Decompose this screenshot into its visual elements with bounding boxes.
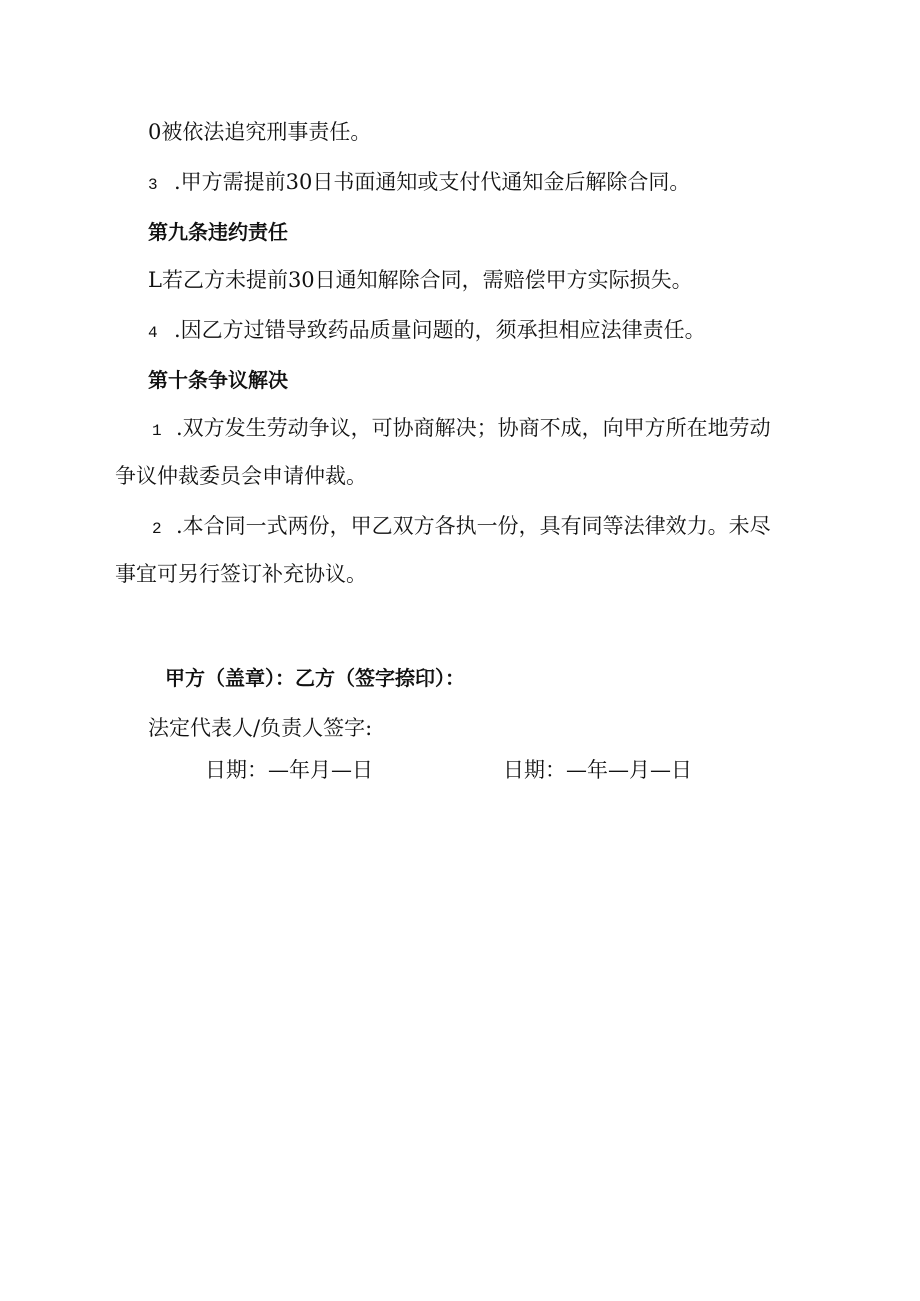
item-text: .甲方需提前30日书面通知或支付代通知金后解除合同。 [174, 170, 691, 194]
article-9-item-1: L若乙方未提前30日通知解除合同，需赔偿甲方实际损失。 [148, 268, 693, 292]
article-10-item-1-line-1 [152, 414, 771, 445]
article-9-item-2 [148, 316, 706, 347]
item-text: .本合同一式两份，甲乙双方各执一份，具有同等法律效力。未尽 [176, 514, 771, 538]
article-9-heading: 第九条违约责任 [148, 220, 288, 244]
item-number: 3 [148, 176, 158, 194]
item-text: .因乙方过错导致药品质量问题的，须承担相应法律责任。 [174, 318, 706, 342]
item-number: 2 [152, 520, 162, 538]
legal-representative-signature-line: 法定代表人/负责人签字: [148, 716, 373, 740]
signature-party-line: 甲方（盖章）：乙方（签字捺印）： [165, 666, 465, 690]
item-number: 4 [148, 324, 158, 342]
item-text: .双方发生劳动争议，可协商解决；协商不成，向甲方所在地劳动 [176, 416, 771, 440]
item-number: 1 [152, 422, 162, 440]
article-10-item-2-line-2: 事宜可另行签订补充协议。 [115, 562, 367, 586]
date-party-b: 日期：—年—月—日 [503, 758, 692, 782]
article-10-item-1-line-2: 争议仲裁委员会申请仲裁。 [115, 464, 367, 488]
date-party-a: 日期：—年月—日 [205, 758, 373, 782]
article-10-item-2-line-1 [152, 512, 771, 543]
paragraph-continuation: 0被依法追究刑事责任。 [148, 120, 372, 144]
clause-item-3 [148, 168, 690, 199]
article-10-heading: 第十条争议解决 [148, 368, 288, 392]
